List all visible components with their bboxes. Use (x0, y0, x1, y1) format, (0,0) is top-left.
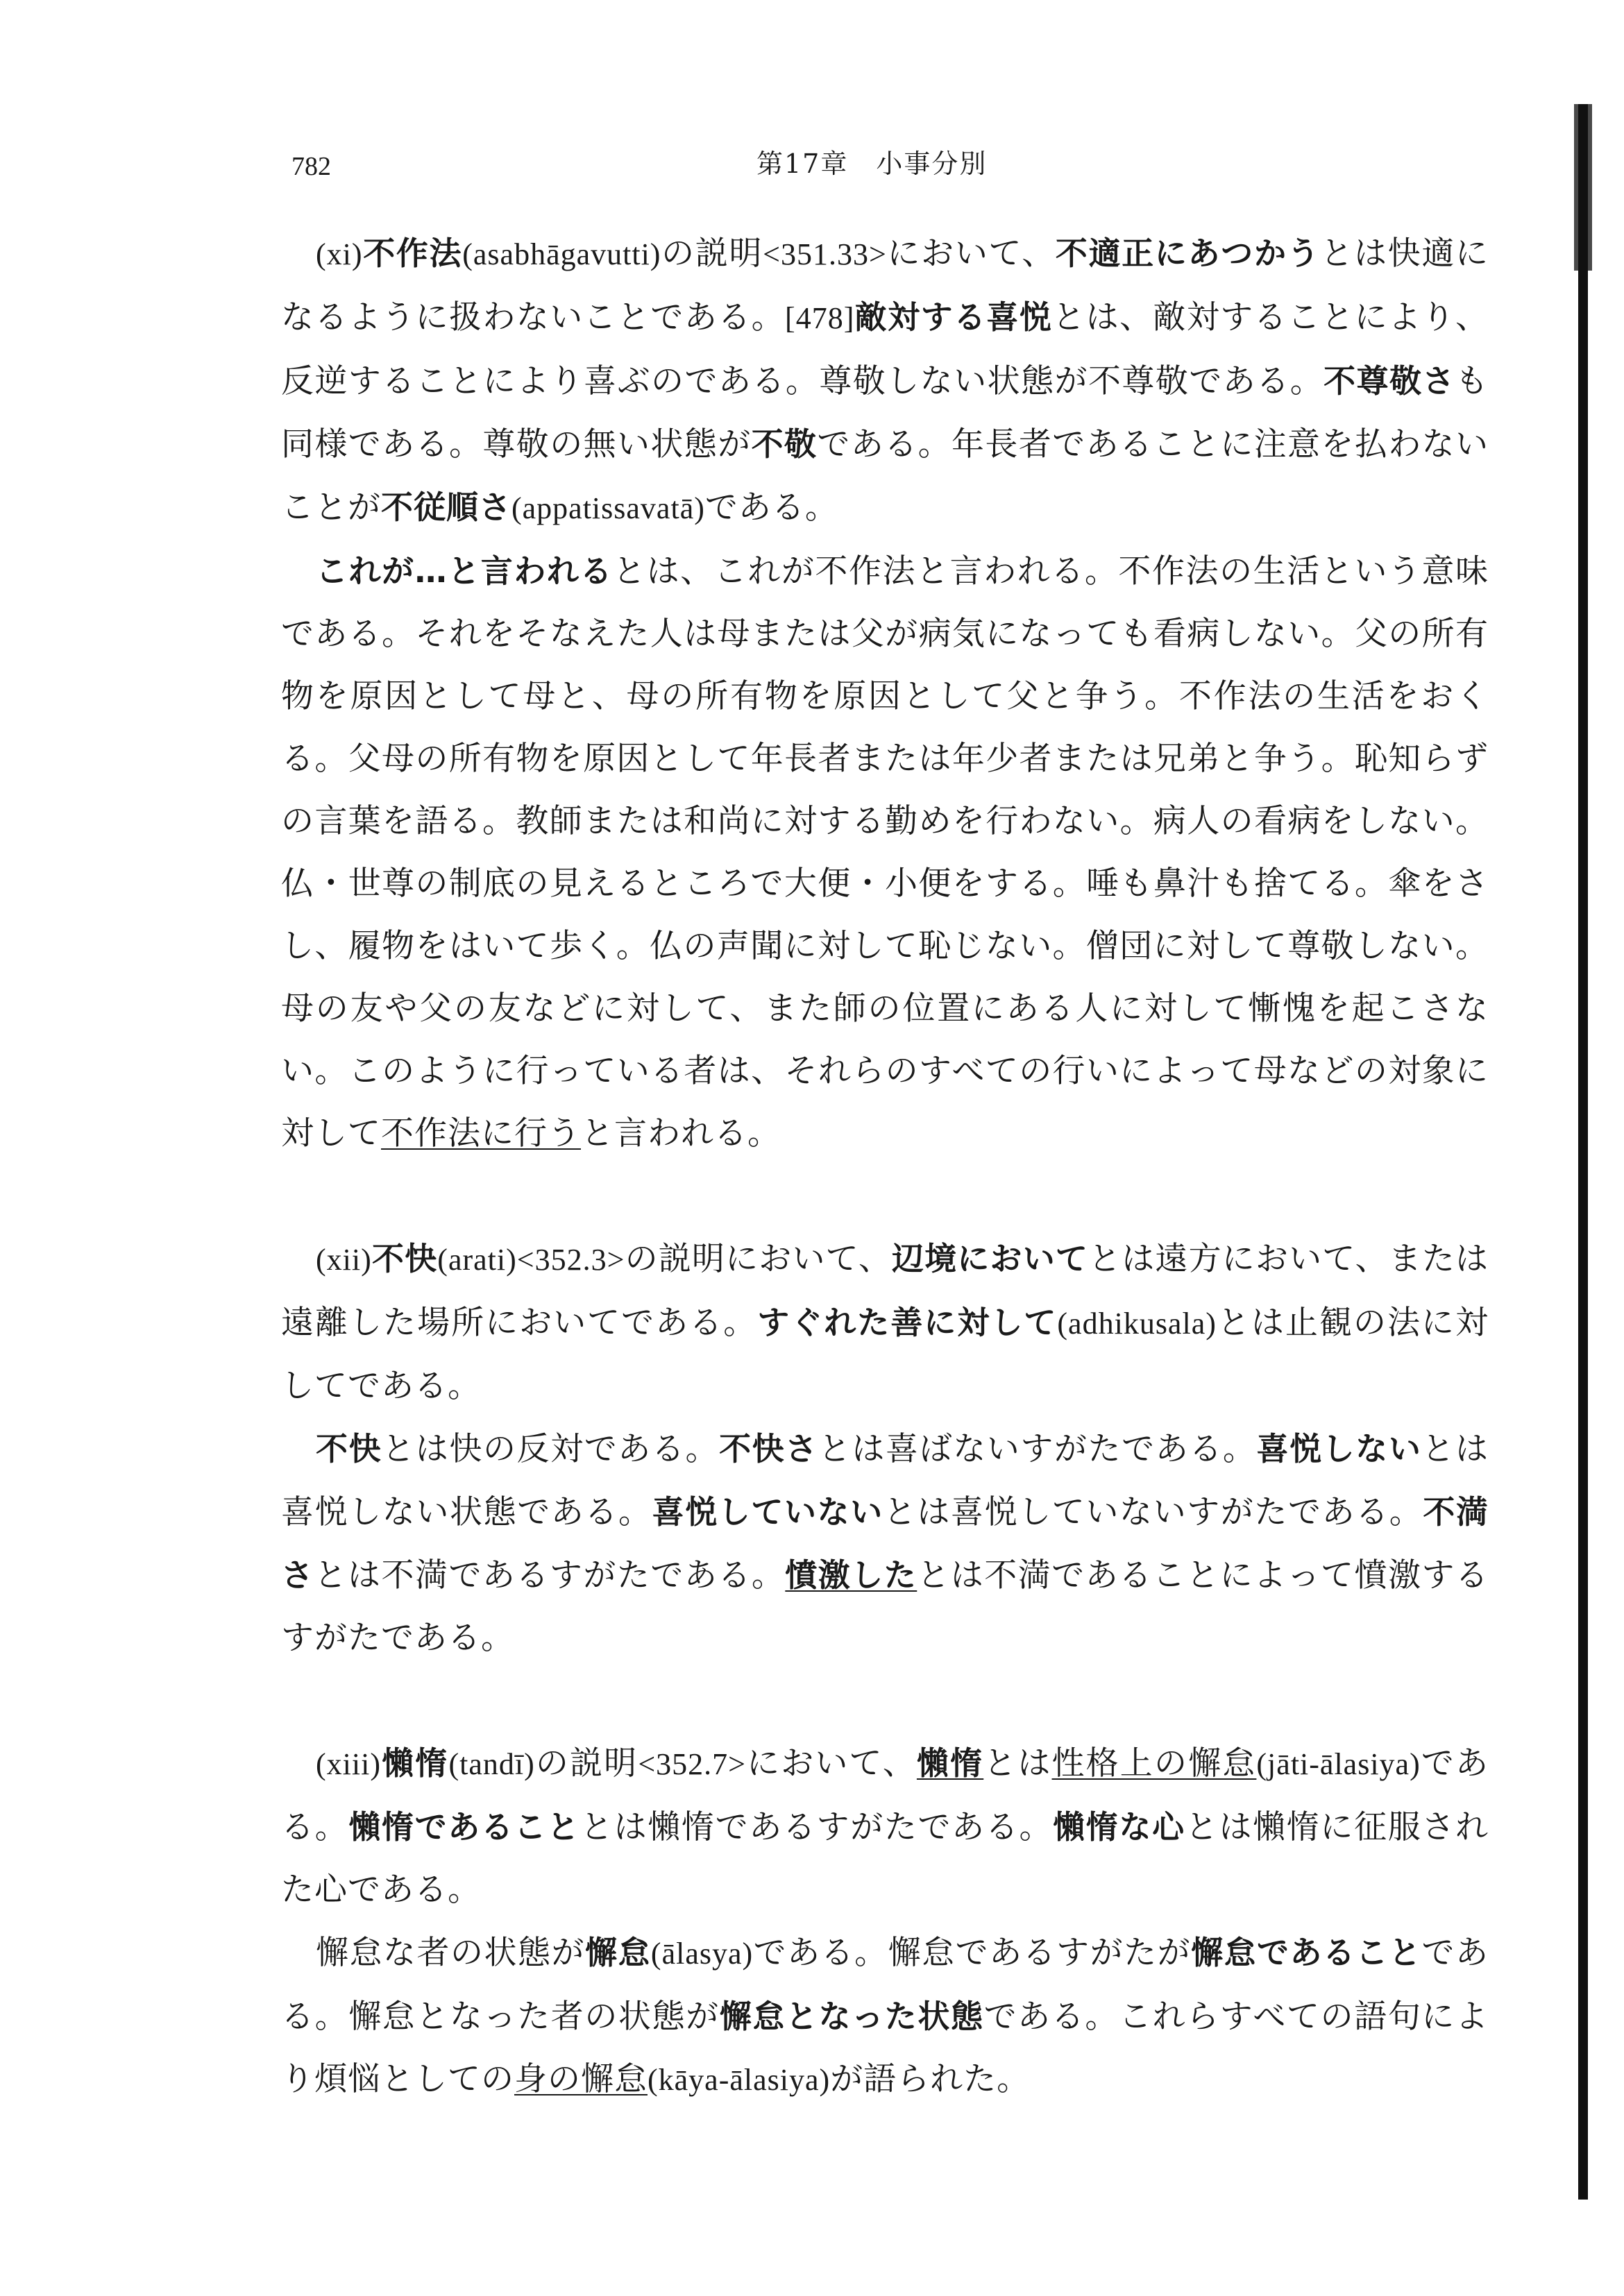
text-run: の説明において、 (625, 1240, 893, 1278)
pali-term: (ālasya) (650, 1937, 754, 1971)
bold-term: 辺境において (892, 1240, 1089, 1277)
text-run: とは、これが不作法と言われる。不作法の生活という意味である。それをそなえた人は母または父が病気になっても看病しない。父の所有物を原因として母と、母の所有物を原因として父と争う。不作法の生活をおくる。父母の所有物を原因として年長者または年少者または兄弟と争う。恥知らずの言葉を語る。教師または和尚に対する勤めを行わない。病人の看病をしない。仏・世尊の制底の見えるところで大便・小便をする。唾も鼻汁も捨てる。傘をさし、履物をはいて歩く。仏の声聞に対して恥じない。僧団に対して尊敬しない。母の友や父の友などに対して、また師の位置にある人に対して慚愧を起こさない。このように行っている者は、それらのすべての行いによって母などの対象に対して (281, 552, 1489, 1153)
bold-term: 懈怠となった状態 (719, 1998, 984, 2035)
underlined-term: 不作法に行う (381, 1114, 581, 1153)
bold-term: 不従順さ (381, 488, 511, 526)
text-run: とは快の反対である。 (382, 1430, 720, 1468)
text-run: とは懶惰に征服された心である。 (281, 1808, 1489, 1909)
bold-term: 懶惰な心 (1053, 1808, 1185, 1846)
text-run: とは快適になるように扱わないことである。 (281, 235, 1489, 337)
pali-term: (appatissavatā) (511, 491, 705, 525)
body-text (281, 222, 1489, 2111)
text-run: 懈怠な者の状態が (316, 1934, 585, 1972)
text-run: とは喜ばないすがたである。 (818, 1430, 1257, 1468)
text-run: において、 (886, 235, 1056, 273)
reference: <351.33> (763, 237, 887, 271)
underlined-term: 性格上の懈怠 (1051, 1744, 1257, 1783)
bold-term: 懈怠 (584, 1934, 651, 1971)
section-gap (281, 1165, 1489, 1227)
text-run: である。これらすべての語句により煩悩としての (281, 1998, 1489, 2098)
bold-term: これが…と言われる (316, 552, 614, 590)
text-run: である。懈怠となった者の状態が (281, 1934, 1489, 2036)
text-run: の説明 (661, 235, 763, 273)
paragraph-xi-definitions (281, 222, 1489, 540)
underlined-bold-term: 憤激した (785, 1556, 917, 1594)
bold-term: 懶惰であること (348, 1808, 580, 1846)
section-gap (281, 1669, 1489, 1732)
pali-term: (arati) (437, 1243, 517, 1277)
text-run: も同様である。尊敬の無い状態が (281, 362, 1489, 464)
pali-term: (adhikusala) (1057, 1307, 1217, 1341)
text-run: である。 (704, 488, 838, 527)
underlined-bold-term: 懶惰 (916, 1744, 984, 1782)
book-spine-edge (1578, 104, 1588, 2200)
term-heading: 不作法 (362, 235, 463, 272)
pali-term: (kāya-ālasiya) (648, 2063, 831, 2097)
text-run: とは (983, 1744, 1052, 1783)
text-run: である。懈怠であるすがたが (753, 1934, 1192, 1972)
bold-term: 不快さ (719, 1430, 818, 1468)
page-marker: [478] (785, 301, 855, 335)
paragraph-xiii-commentary (281, 1921, 1489, 2111)
bold-term: 不敬 (751, 425, 818, 463)
section-marker-xiii: (xiii) (316, 1747, 381, 1781)
paragraph-xii-commentary (281, 1418, 1489, 1669)
pali-term: (asabhāgavutti) (462, 237, 661, 271)
bold-term: 不満さ (281, 1493, 1489, 1594)
bold-term: 喜悦しない (1256, 1430, 1422, 1468)
term-heading: 不快 (371, 1240, 438, 1277)
paragraph-xi-commentary (281, 540, 1489, 1165)
bold-term: 不適正にあつかう (1055, 235, 1321, 272)
text-run: とは不満であるすがたである。 (314, 1556, 786, 1595)
section-marker-xii: (xii) (316, 1243, 372, 1277)
text-run: である。 (281, 1744, 1489, 1846)
pali-term: (tandī) (448, 1747, 535, 1781)
reference: <352.7> (638, 1747, 746, 1781)
text-run: とは、敵対することにより、反逆することにより喜ぶのである。尊敬しない状態が不尊敬である。 (281, 298, 1489, 400)
section-marker-xi: (xi) (316, 237, 363, 271)
text-run: と言われる。 (581, 1114, 781, 1153)
running-head: 第17章 小事分別 (756, 148, 988, 179)
page-number: 782 (291, 152, 331, 181)
paragraph-xiii-definitions (281, 1732, 1489, 1921)
bold-term: 敵対する喜悦 (854, 298, 1053, 336)
term-heading: 懶惰 (380, 1744, 449, 1782)
text-run: とは懶惰であるすがたである。 (580, 1808, 1054, 1846)
bold-term: すぐれた善に対して (757, 1304, 1058, 1341)
text-run: である。年長者であることに注意を払わないことが (281, 425, 1489, 527)
bold-term: 喜悦していない (652, 1493, 883, 1531)
paragraph-xii-definitions (281, 1227, 1489, 1418)
text-run: とは遠方において、または遠離した場所においてである。 (281, 1240, 1489, 1342)
text-run: とは不満であることによって憤激するすがたである。 (281, 1556, 1489, 1657)
text-run: とは止観の法に対してである。 (281, 1304, 1489, 1405)
text-run: とは喜悦しない状態である。 (281, 1430, 1489, 1531)
text-run: において、 (745, 1744, 917, 1783)
bold-term: 不尊敬さ (1323, 362, 1456, 400)
text-run: の説明 (534, 1744, 638, 1783)
underlined-term: 身の懈怠 (514, 2060, 648, 2098)
reference: <352.3> (516, 1243, 625, 1277)
bold-term: 不快 (316, 1430, 382, 1468)
pali-term: (jāti-ālasiya) (1256, 1747, 1421, 1781)
text-run: とは喜悦していないすがたである。 (883, 1493, 1423, 1531)
text-run: が語られた。 (830, 2060, 1031, 2098)
bold-term: 懈怠であること (1191, 1934, 1422, 1971)
